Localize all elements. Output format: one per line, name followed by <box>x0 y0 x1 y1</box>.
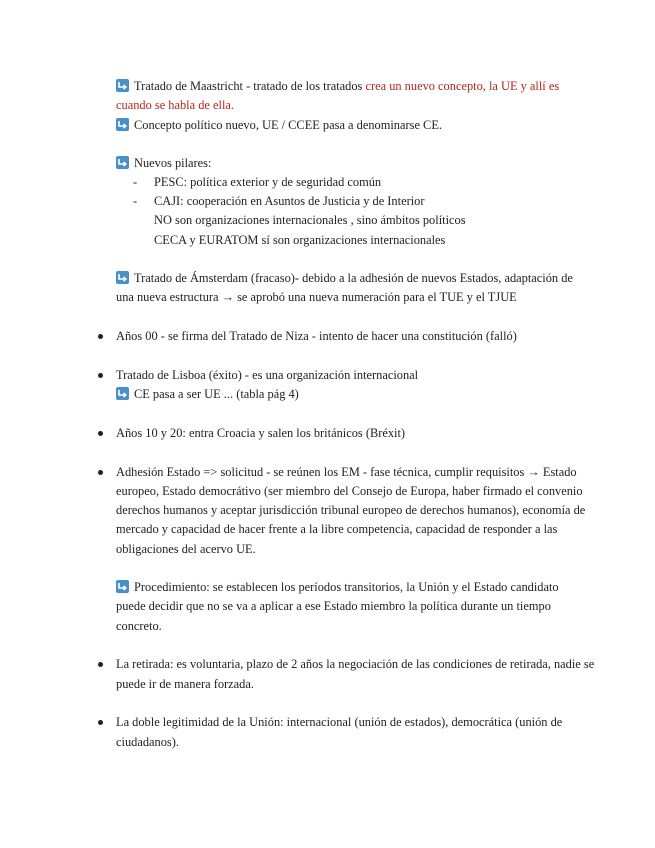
retirada-text-1: La retirada: es voluntaria, plazo de 2 años la negociación de las condiciones de retirada, nadie se <box>116 657 595 671</box>
proc-line-1 <box>116 580 559 595</box>
maastricht-highlight-1: crea un nuevo concepto, la UE y allí es <box>365 79 560 93</box>
maastricht-text: Tratado de Maastricht - tratado de los tratados <box>134 79 366 93</box>
pilares-text: Nuevos pilares: <box>134 156 212 170</box>
bullet-dot <box>98 662 103 667</box>
amsterdam-text-2: una nueva estructura → se aprobó una nueva numeración para el TUE y el TJUE <box>116 290 517 304</box>
anos10-text: Años 10 y 20: entra Croacia y salen los británicos (Bréxit) <box>116 426 406 440</box>
pilares-line <box>116 156 211 171</box>
concepto-line <box>116 118 442 133</box>
lisboa-text: Tratado de Lisboa (éxito) - es una organización internacional <box>116 368 419 382</box>
bullet-dot <box>98 334 103 339</box>
adhesion-text-2: europeo, Estado democrátivo (ser miembro del Consejo de Europa, haber firmado el convenio <box>116 484 583 498</box>
ce-ue-text: CE pasa a ser UE ... (tabla pág 4) <box>134 387 299 401</box>
caji-dash: - <box>133 194 138 208</box>
maastricht-line-1 <box>116 79 559 94</box>
bullet-dot <box>98 720 103 725</box>
arrow-return-icon <box>116 580 129 593</box>
retirada-text-2: puede ir de manera forzada. <box>116 677 254 691</box>
no-org-text: NO son organizaciones internacionales , sino ámbitos políticos <box>154 213 466 227</box>
adhesion-text-1: Adhesión Estado => solicitud - se reúnen los EM - fase técnica, cumplir requisitos → Estado <box>116 465 577 479</box>
arrow-return-icon <box>116 271 129 284</box>
proc-text-3: concreto. <box>116 619 162 633</box>
arrow-return-icon <box>116 79 129 92</box>
arrow-return-icon <box>116 156 129 169</box>
amsterdam-text-1: Tratado de Ámsterdam (fracaso)- debido a la adhesión de nuevos Estados, adaptación de <box>134 271 573 285</box>
bullet-dot <box>98 431 103 436</box>
concepto-text: Concepto político nuevo, UE / CCEE pasa a denominarse CE. <box>134 118 442 132</box>
bullet-dot <box>98 373 103 378</box>
arrow-return-icon <box>116 387 129 400</box>
amsterdam-line-1 <box>116 271 573 286</box>
ceca-text: CECA y EURATOM sí son organizaciones internacionales <box>154 233 446 247</box>
proc-text-2: puede decidir que no se va a aplicar a ese Estado miembro la política durante un tiempo <box>116 599 551 613</box>
adhesion-text-3: derechos humanos y aceptar jurisdicción tribunal europeo de derechos humanos), economía de <box>116 503 586 517</box>
bullet-dot <box>98 470 103 475</box>
ce-ue-line <box>116 387 299 402</box>
doble-text-2: ciudadanos). <box>116 735 179 749</box>
doble-text-1: La doble legitimidad de la Unión: internacional (unión de estados), democrática (unión de <box>116 715 563 729</box>
adhesion-text-5: obligaciones del acervo UE. <box>116 542 256 556</box>
adhesion-text-4: mercado y capacidad de hacer frente a la libre competencia, capacidad de responder a las <box>116 522 558 536</box>
arrow-return-icon <box>116 118 129 131</box>
pesc-text: PESC: política exterior y de seguridad común <box>154 175 382 189</box>
anos00-text: Años 00 - se firma del Tratado de Niza - intento de hacer una constitución (falló) <box>116 329 517 343</box>
proc-text-1: Procedimiento: se establecen los períodos transitorios, la Unión y el Estado candidato <box>134 580 559 594</box>
caji-text: CAJI: cooperación en Asuntos de Justicia y de Interior <box>154 194 425 208</box>
pesc-dash: - <box>133 175 138 189</box>
maastricht-highlight-2: cuando se habla de ella. <box>116 98 235 112</box>
